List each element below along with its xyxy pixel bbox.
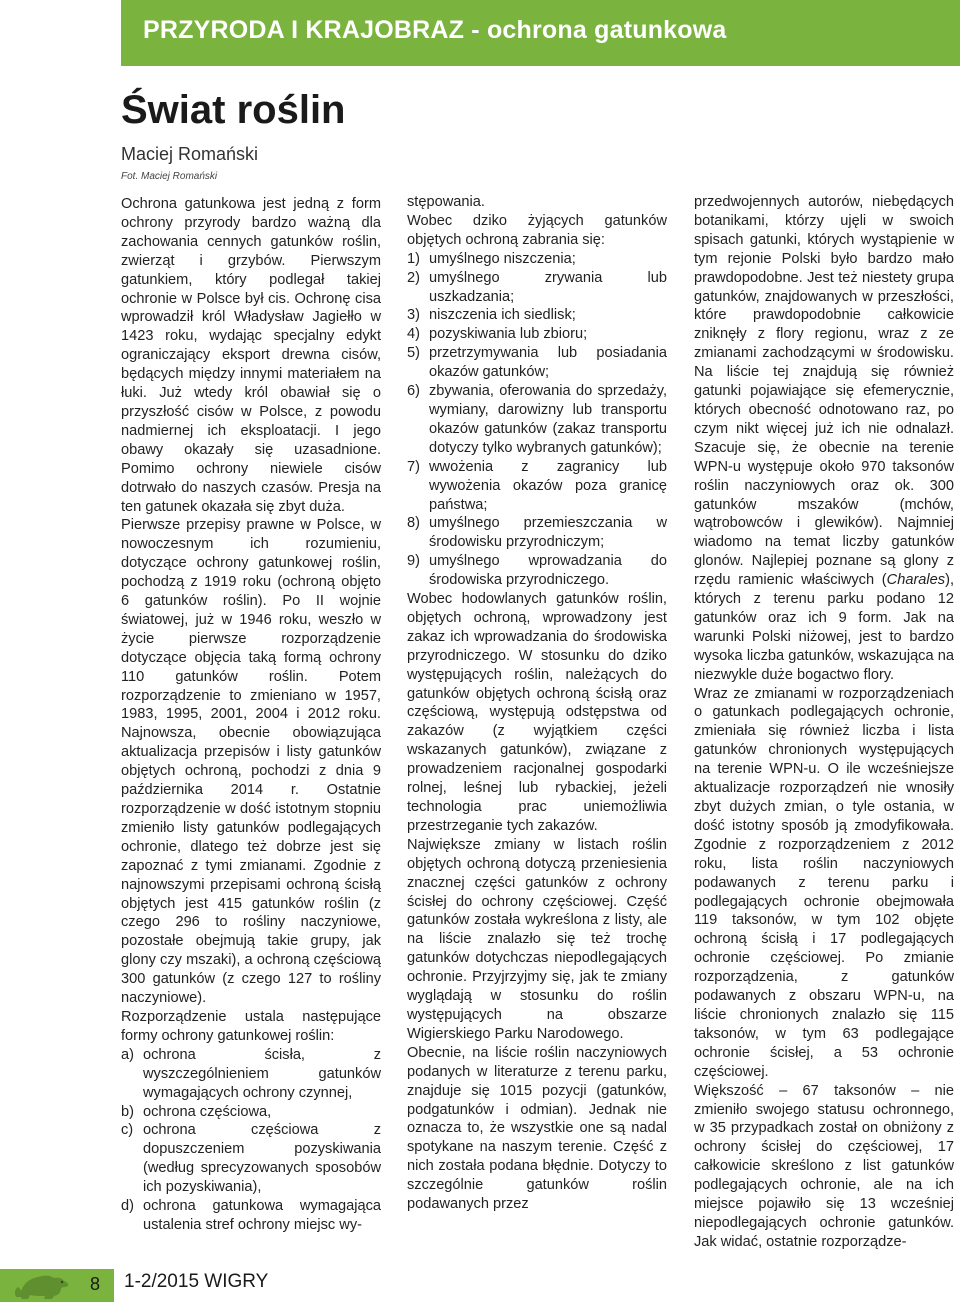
list-item: [121, 1046, 381, 1103]
list-item-text: ochrona częściowa z dopuszczeniem pozyskiwania (według sprecyzowanych sposobów ich pozyskiwania),: [143, 1122, 381, 1196]
article-author: Maciej Romański: [121, 144, 259, 164]
list-item: [407, 250, 667, 269]
list-marker: 8): [407, 515, 420, 532]
list-item-text: ochrona częściowa,: [143, 1103, 272, 1120]
paragraph: Wobec dziko żyjących gatunków objętych ochroną zabrania się:: [407, 212, 667, 248]
list-marker: 6): [407, 383, 420, 400]
list-item: [407, 552, 667, 590]
list-item: [121, 1121, 381, 1197]
list-item-text: zbywania, oferowania do sprzedaży, wymiany, darowizny lub transportu okazów gatunków (zakaz transportu dotyczy tylko wybranych gatunków);: [429, 383, 667, 456]
protection-forms-list: [121, 1046, 381, 1235]
list-marker: 4): [407, 326, 420, 343]
list-marker: d): [121, 1198, 134, 1215]
list-marker: b): [121, 1103, 134, 1120]
beaver-icon: [14, 1265, 74, 1299]
paragraph: Wraz ze zmianami w rozporządzeniach o gatunkach podlegających ochronie, zmieniała się również liczba i lista gatunków chronionych występujących na terenie WPN-u. O ile wcześniejsze aktualizacje rozporządzeń nie wnosiły zbyt dużych zmian, o tyle ostania, w dość istotny sposób ją zmodyfikowała. Zgodnie z rozporządzeniem z 2012 roku, lista roślin naczyniowych podawanych z terenu parku i podlegających ochronie obejmowała 119 taksonów, w tym 102 objęte ochroną ścisłą i 17 podlegających ochronie częściowej. Po zmianie rozporządzenia, z gatunków podawanych z obszaru WPN-u, na liście chronionych znalazło się 115 taksonów, w tym 63 podlegające ochronie ścisłej, a 53 ochronie częściowej.: [694, 685, 954, 1080]
section-title: PRZYRODA I KRAJOBRAZ - ochrona gatunkowa: [143, 16, 727, 44]
text-run: przedwojennych autorów, niebędących botanikami, którzy ujęli w swoich spisach gatunki, których wystąpienie w tym rejonie Polski było bardzo mało prawdopodobne. Jest też niestety grupa gatunków, znajdowanych w przeszłości, które prawdopodobnie całkowicie zniknęły z flory regionu, wraz z ze zmianami zachodzącymi w środowisku. Na liście tej znajdują się również gatunki pojawiające się efemerycznie, których obecność odnotowano raz, po czym nikt więcej już ich nie odnalazł. Szacuje się, że obecnie na terenie WPN-u występuje około 970 taksonów roślin naczyniowych oraz ok. 300 gatunków mszaków (mchów, wątrobowców i glewików). Najmniej wiadomo na temat liczby gatunków glonów. Najlepiej poznane są glony z rzędu ramienic właściwych (: [694, 194, 954, 589]
list-item-text: ochrona gatunkowa wymagająca ustalenia stref ochrony miejsc wy-: [143, 1198, 381, 1233]
list-item-text: umyślnego przemieszczania w środowisku przyrodniczym;: [429, 515, 667, 551]
photo-credit: Fot. Maciej Romański: [121, 171, 218, 182]
list-item: [407, 514, 667, 552]
list-item: [121, 1103, 381, 1122]
list-item-text: wwożenia z zagranicy lub wywożenia okazów poza granicę państwa;: [429, 458, 667, 513]
text-column-3: [694, 193, 954, 1252]
list-item-text: przetrzymywania lub posiadania okazów gatunków;: [429, 345, 667, 381]
list-item-text: umyślnego niszczenia;: [429, 250, 576, 267]
list-item-text: umyślnego wprowadzania do środowiska przyrodniczego.: [429, 553, 667, 589]
text-column-1: [121, 195, 381, 1235]
list-item: [407, 344, 667, 382]
list-item-text: umyślnego zrywania lub uszkadzania;: [429, 269, 667, 305]
list-item: [121, 1197, 381, 1235]
page-number: 8: [90, 1274, 101, 1294]
list-item-text: niszczenia ich siedlisk;: [429, 307, 576, 324]
list-marker: a): [121, 1046, 134, 1063]
list-item: [407, 269, 667, 307]
paragraph: Obecnie, na liście roślin naczyniowych podanych w literaturze z terenu parku, znajduje się 1015 pozycji (gatunków, podgatunków i odmian). Jednak nie oznacza to, że wszystkie one są nadal spotykane na naszym terenie. Część z nich została podana błędnie. Dotyczy to szczególnie gatunków roślin podawanych przez: [407, 1044, 667, 1213]
paragraph: [694, 193, 954, 685]
section-header-band: [121, 0, 960, 66]
list-item-text: ochrona ścisła, z wyszczególnieniem gatunków wymagających ochrony czynnej,: [143, 1046, 381, 1101]
list-marker: 7): [407, 458, 420, 475]
paragraph: Większość – 67 taksonów – nie zmieniło swojego statusu ochronnego, w 35 przypadkach został on obniżony z ochrony ścisłej do częściowej, 17 całkowicie skreślono z list gatunków podlegających ochronie, ale na ich miejsce pojawiło się 13 wcześniej niepodlegających ochronie gatunków. Jak widać, ostatnie rozporządze-: [694, 1082, 954, 1250]
paragraph: Największe zmiany w listach roślin objętych ochroną dotyczą przeniesienia znacznej części gatunków z ochrony ścisłej do ochrony częściowej. Część gatunków została wykreślona z listy, ale na liście znalazło się też trochę gatunków dotychczas niepodlegających ochronie. Przyjrzyjmy się, jak te zmiany wyglądają w stosunku do roślin występujących na obszarze Wigierskiego Parku Narodowego.: [407, 836, 667, 1042]
paragraph: stępowania.: [407, 194, 485, 210]
list-marker: 5): [407, 345, 420, 362]
list-item: [407, 306, 667, 325]
paragraph: Ochrona gatunkowa jest jedną z form ochrony przyrody bardzo ważną dla zachowania cennych gatunków roślin, zwierząt i grzybów. Pierwszym gatunkiem, który podlegał takiej ochronie w Polsce był cis. Ochronę cisa wprowadził król Władysław Jagiełło w 1423 roku, wydając specjalny edykt ograniczający eksport drewna cisów, będących między innymi materiałem na łuki. Już wtedy król obawiał się o przyszłość cisów w Polsce, z powodu nadmiernej ich eksploatacji. I jego obawy okazały się uzasadnione. Pomimo ochrony niewiele cisów dotrwało do naszych czasów. Presja na ten gatunek okazała się zbyt duża.: [121, 196, 381, 515]
list-item: [407, 325, 667, 344]
list-item: [407, 382, 667, 458]
list-item-text: pozyskiwania lub zbioru;: [429, 326, 588, 343]
list-marker: 2): [407, 269, 420, 286]
paragraph: Rozporządzenie ustala następujące formy ochrony gatunkowej roślin:: [121, 1008, 381, 1044]
list-marker: 1): [407, 250, 420, 267]
issue-label: 1-2/2015 WIGRY: [124, 1271, 269, 1292]
list-marker: c): [121, 1122, 134, 1139]
latin-name: Charales: [886, 572, 946, 589]
prohibitions-list: [407, 250, 667, 590]
text-run: ), których z terenu parku podano 12 gatunków oraz ich 9 form. Jak na warunki Polski niżowej, jest to bardzo wysoka liczba gatunków, wskazująca na niezwykle duże bogactwo flory.: [694, 572, 954, 683]
list-marker: 3): [407, 307, 420, 324]
paragraph: Wobec hodowlanych gatunków roślin, objętych ochroną, wprowadzony jest zakaz ich wprowadzania do środowiska przyrodniczego. W stosunku do dziko występujących roślin, należących do gatunków objętych ochroną ścisłą oraz częściową, występują odstępstwa od zakazów (z wyjątkiem części wskazanych gatunków), związane z prowadzeniem racjonalnej gospodarki rolnej, leśnej lub rybackiej, jeżeli technologia prac uniemożliwia przestrzeganie tych zakazów.: [407, 591, 667, 834]
paragraph: Pierwsze przepisy prawne w Polsce, w nowoczesnym ich rozumieniu, dotyczące ochrony gatunkowej roślin, pochodzą z 1919 roku (ochroną objęto 6 gatunków roślin). Po II wojnie światowej, już w 1946 roku, weszło w życie pierwsze rozporządzenie dotyczące objęcia taką formą ochrony 110 gatunków roślin. Potem rozporządzenie to zmieniano w 1957, 1983, 1995, 2001, 2004 i 2012 roku. Najnowsza, obecnie obowiązująca aktualizacja przepisów i listy gatunków objętych ochroną, pochodzi z dnia 9 października 2014 r. Ostatnie rozporządzenie w dość istotnym stopniu zmieniło listy gatunków podlegających ochronie, dlatego też dobrze jest się zapoznać z tymi zmianami. Zgodnie z najnowszymi przepisami ochroną ścisłą objętych jest 415 gatunków roślin (z czego 296 to rośliny naczyniowe, pozostałe obejmują takie grupy, jak glony czy mszaki), a ochroną częściową 300 gatunków (z czego 127 to rośliny naczyniowe).: [121, 517, 381, 1007]
article-title: Świat roślin: [121, 88, 346, 132]
list-marker: 9): [407, 553, 420, 570]
list-item: [407, 458, 667, 515]
text-column-2: [407, 193, 667, 1214]
